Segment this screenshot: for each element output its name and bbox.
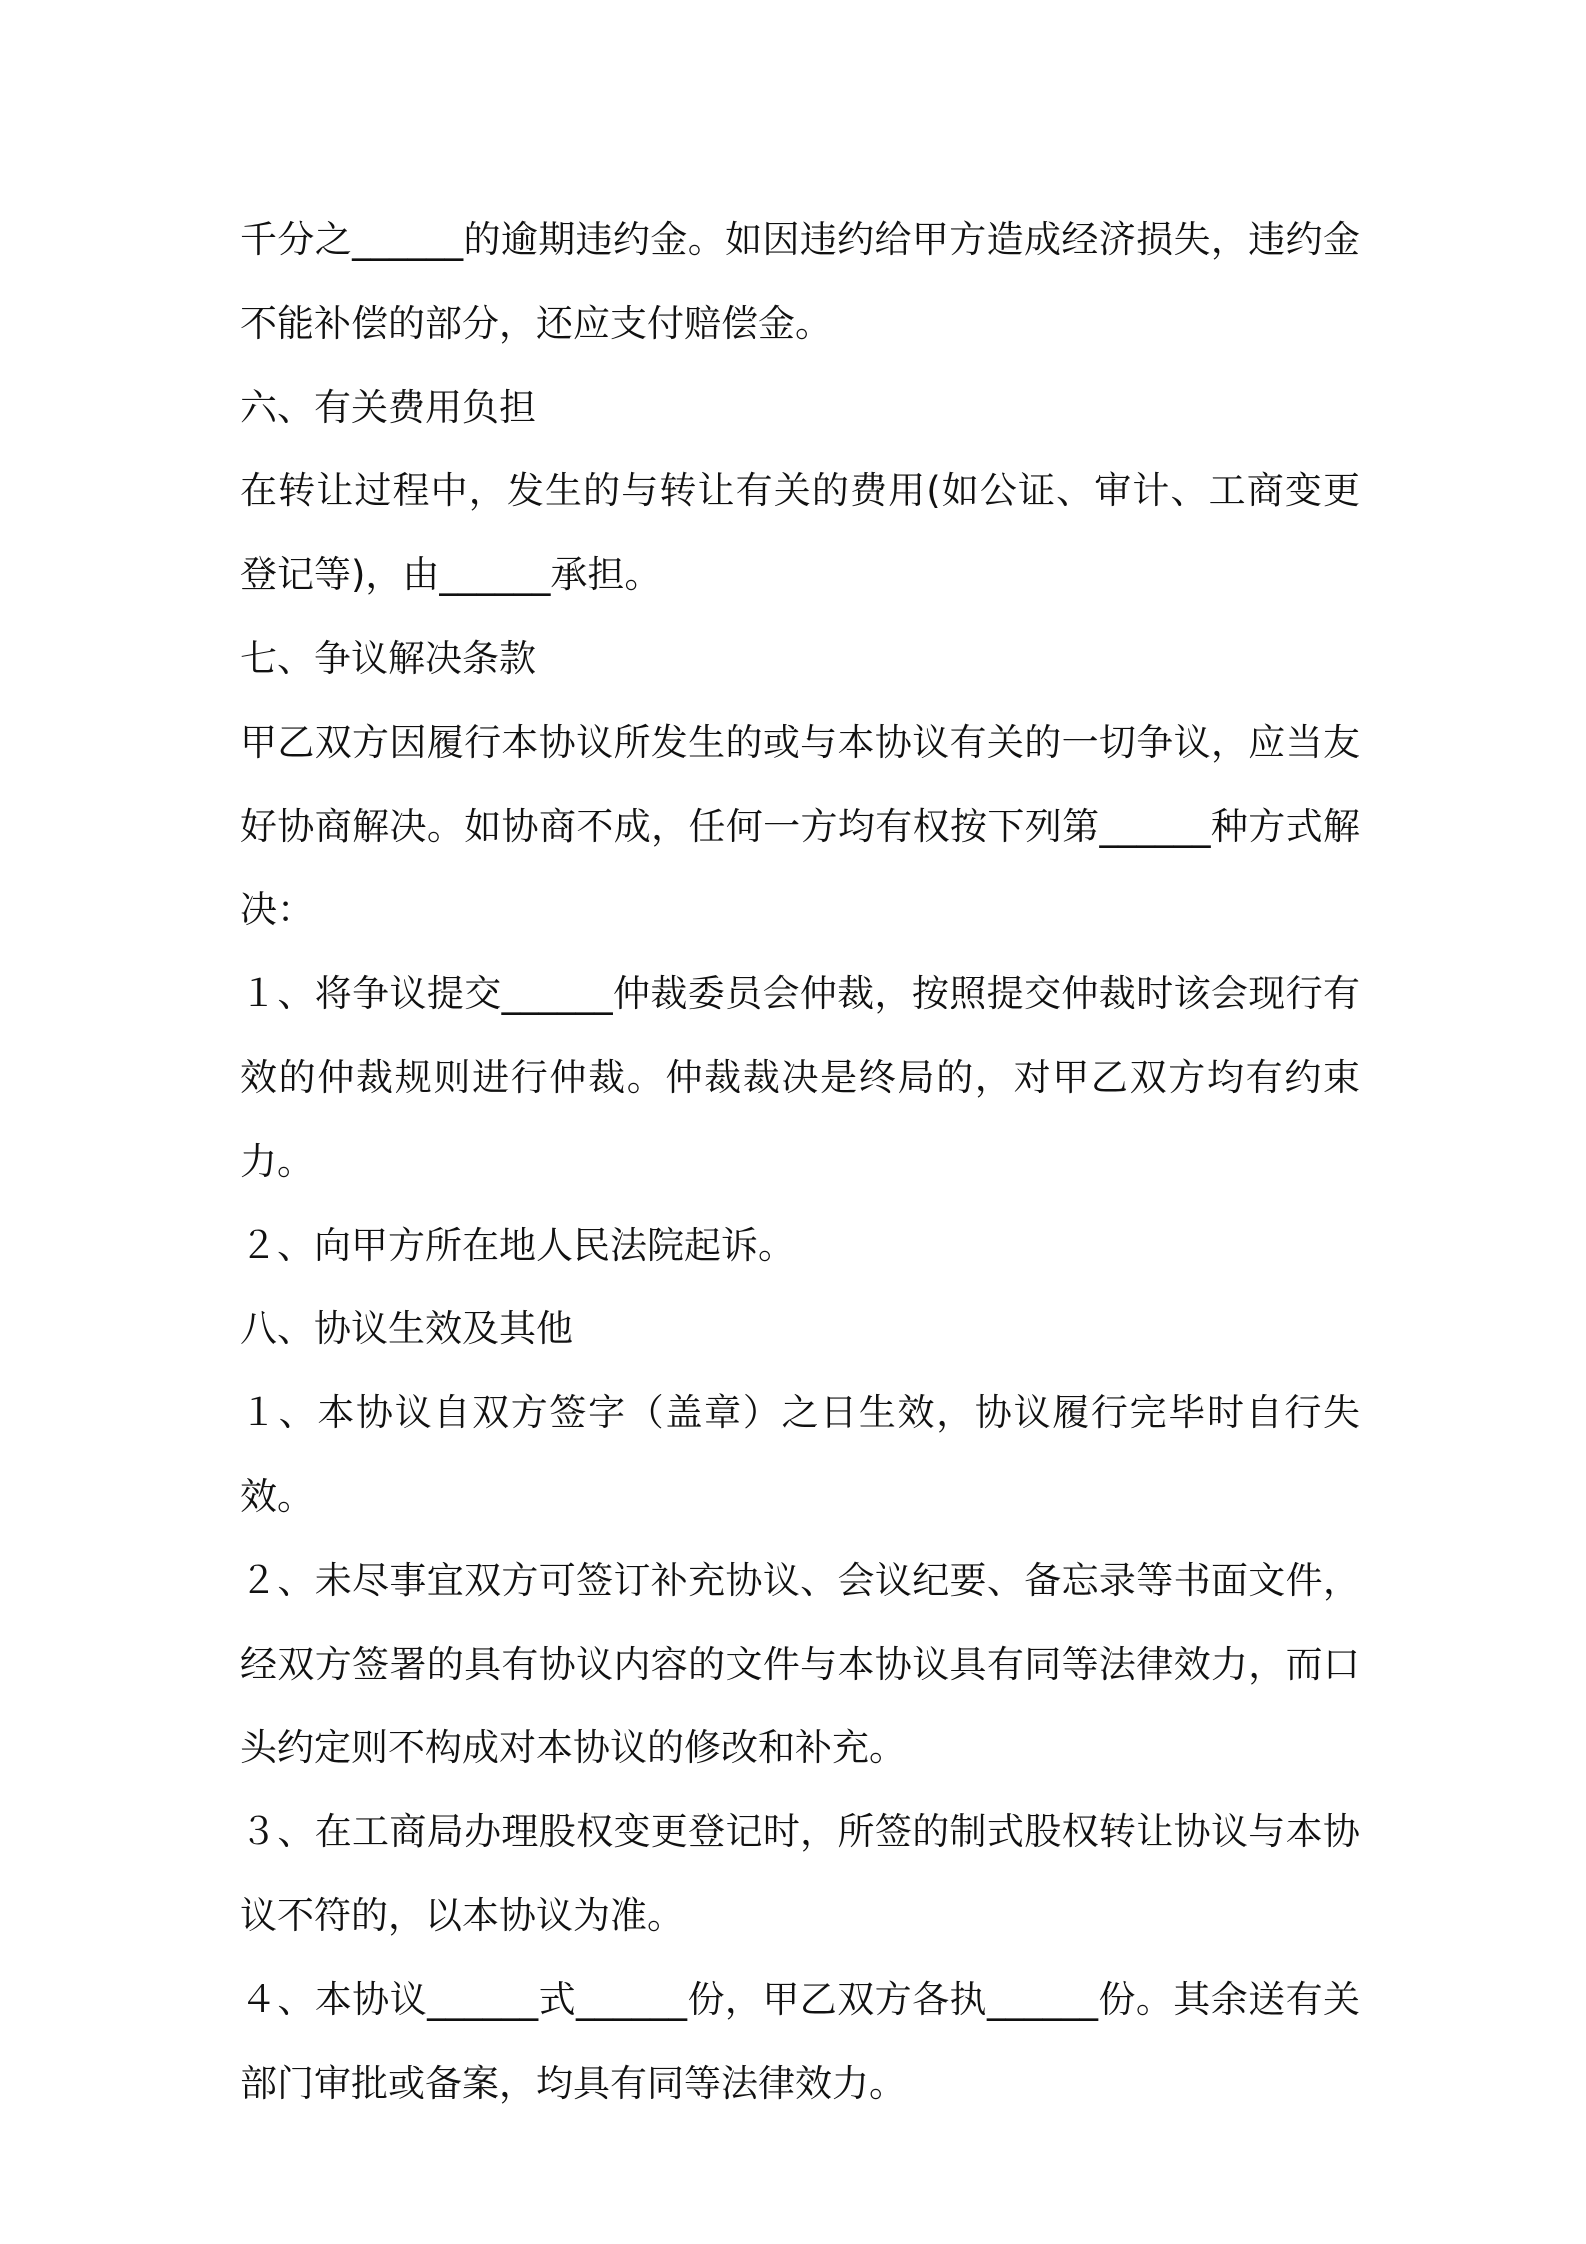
paragraph-effective-4: ４、本协议______式______份，甲乙双方各执______份。其余送有关部门审批或备案，均具有同等法律效力。 bbox=[240, 1977, 1360, 2105]
heading-section-7: 七、争议解决条款 bbox=[240, 636, 536, 680]
paragraph-dispute: 甲乙双方因履行本协议所发生的或与本协议有关的一切争议，应当友好协商解决。如协商不成，任何一方均有权按下列第______种方式解决： bbox=[240, 720, 1360, 932]
paragraph-penalty-continued: 千分之______的逾期违约金。如因违约给甲方造成经济损失，违约金不能补偿的部分，还应支付赔偿金。 bbox=[240, 218, 1360, 345]
paragraph-effective-3: ３、在工商局办理股权变更登记时，所签的制式股权转让协议与本协议不符的，以本协议为准。 bbox=[240, 1810, 1360, 1937]
document-body bbox=[240, 198, 1360, 2125]
paragraph-fees: 在转让过程中，发生的与转让有关的费用(如公证、审计、工商变更登记等)，由______承担。 bbox=[240, 469, 1360, 597]
paragraph-effective-1: １、本协议自双方签字（盖章）之日生效，协议履行完毕时自行失效。 bbox=[240, 1391, 1360, 1518]
paragraph-dispute-option-1: １、将争议提交______仲裁委员会仲裁，按照提交仲裁时该会现行有效的仲裁规则进行仲裁。仲裁裁决是终局的，对甲乙双方均有约束力。 bbox=[240, 972, 1360, 1183]
heading-section-6: 六、有关费用负担 bbox=[240, 385, 536, 429]
paragraph-effective-2: ２、未尽事宜双方可签订补充协议、会议纪要、备忘录等书面文件，经双方签署的具有协议内容的文件与本协议具有同等法律效力，而口头约定则不构成对本协议的修改和补充。 bbox=[240, 1558, 1360, 1770]
paragraph-dispute-option-2: ２、向甲方所在地人民法院起诉。 bbox=[240, 1223, 795, 1267]
heading-section-8: 八、协议生效及其他 bbox=[240, 1307, 573, 1351]
